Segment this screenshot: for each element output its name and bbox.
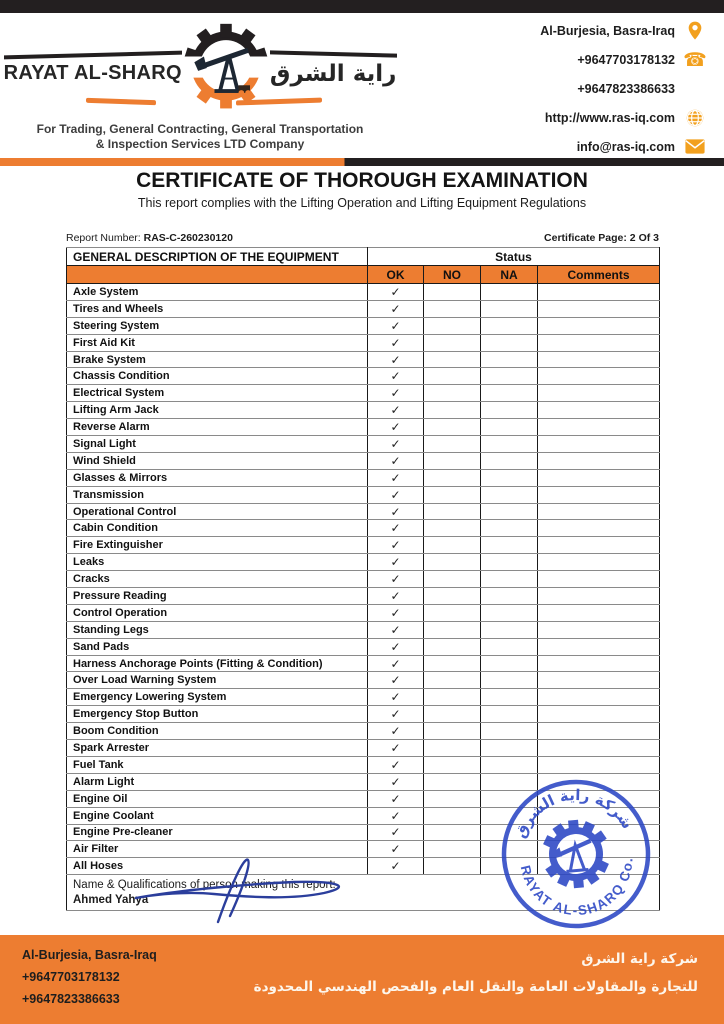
table-row [67,858,660,875]
table-row [67,368,660,385]
na-cell [481,486,538,503]
no-cell [424,419,481,436]
page-title: CERTIFICATE OF THOROUGH EXAMINATION [136,169,588,192]
na-cell [481,773,538,790]
ok-cell: ✓ [368,773,424,790]
certificate-page-info: Certificate Page: 2 Of 3 [544,232,659,244]
page-subtitle: This report complies with the Lifting Operation and Lifting Equipment Regulations [137,196,587,210]
table-row [67,790,660,807]
table-row [67,537,660,554]
na-cell [481,841,538,858]
na-cell [481,571,538,588]
na-cell [481,790,538,807]
no-cell [424,638,481,655]
no-cell [424,284,481,301]
table-row [67,655,660,672]
phone-icon: ☎ [683,48,707,71]
na-cell [481,385,538,402]
ok-cell: ✓ [368,689,424,706]
equipment-label: Leaks [67,554,368,571]
company-tagline [26,122,374,152]
no-cell [424,317,481,334]
table-row [67,284,660,301]
table-row [67,554,660,571]
report-number [66,232,233,244]
table-row [67,740,660,757]
na-cell [481,588,538,605]
comments-cell [538,402,660,419]
comments-cell [538,740,660,757]
report-number-label: Report Number: [66,232,144,244]
equipment-label: Chassis Condition [67,368,368,385]
equipment-label: Air Filter [67,841,368,858]
stamp-arabic-arc: شركة راية الشرق [510,785,637,841]
equipment-label: Engine Oil [67,790,368,807]
table-row [67,638,660,655]
no-cell [424,469,481,486]
comments-cell [538,520,660,537]
ok-cell: ✓ [368,436,424,453]
na-cell [481,520,538,537]
no-cell [424,672,481,689]
header-description: GENERAL DESCRIPTION OF THE EQUIPMENT [67,248,368,266]
comments-cell [538,503,660,520]
na-cell [481,317,538,334]
mail-icon [684,137,706,157]
table-row [67,351,660,368]
no-cell [424,723,481,740]
table-row [67,402,660,419]
ok-cell: ✓ [368,452,424,469]
location-pin-icon [684,21,706,41]
logo-black-swoosh-left [4,51,182,60]
no-cell [424,351,481,368]
no-cell [424,740,481,757]
no-cell [424,841,481,858]
comments-cell [538,773,660,790]
na-cell [481,824,538,841]
no-cell [424,790,481,807]
comments-cell [538,385,660,402]
company-logo [3,18,397,152]
no-cell [424,807,481,824]
ok-cell: ✓ [368,824,424,841]
no-cell [424,858,481,875]
comments-cell [538,537,660,554]
na-cell [481,452,538,469]
ok-cell: ✓ [368,300,424,317]
ok-cell: ✓ [368,638,424,655]
comments-cell [538,554,660,571]
comments-cell [538,351,660,368]
footer-arabic-block [254,945,698,1001]
comments-cell [538,756,660,773]
table-row [67,841,660,858]
na-cell [481,807,538,824]
equipment-label: Pressure Reading [67,588,368,605]
equipment-label: Cracks [67,571,368,588]
comments-cell [538,723,660,740]
signature-label: Name & Qualifications of person making this report: [73,879,336,892]
equipment-label: Axle System [67,284,368,301]
top-black-bar [0,0,724,13]
na-cell [481,858,538,875]
equipment-label: Over Load Warning System [67,672,368,689]
ok-cell: ✓ [368,385,424,402]
report-meta-row [66,232,659,244]
na-cell [481,706,538,723]
ok-cell: ✓ [368,807,424,824]
table-row [67,436,660,453]
no-cell [424,621,481,638]
ok-cell: ✓ [368,604,424,621]
ok-cell: ✓ [368,723,424,740]
na-cell [481,740,538,757]
ok-cell: ✓ [368,402,424,419]
equipment-label: Wind Shield [67,452,368,469]
no-cell [424,452,481,469]
equipment-label: Alarm Light [67,773,368,790]
table-row [67,604,660,621]
na-cell [481,604,538,621]
ok-cell: ✓ [368,571,424,588]
comments-cell [538,334,660,351]
page-footer [0,935,724,1024]
na-cell [481,368,538,385]
table-row [67,469,660,486]
ok-cell: ✓ [368,790,424,807]
table-row [67,824,660,841]
comments-cell [538,672,660,689]
equipment-label: Harness Anchorage Points (Fitting & Condition) [67,655,368,672]
na-cell [481,756,538,773]
comments-cell [538,284,660,301]
table-row [67,503,660,520]
report-number-value: RAS-C-260230120 [143,232,233,244]
tagline-line1: For Trading, General Contracting, General Transportation [36,122,364,136]
equipment-table [66,247,660,911]
footer-company-ar: شركة راية الشرق [581,951,698,967]
table-row [67,300,660,317]
comments-cell [538,689,660,706]
stamp-english-arc: RAYAT AL-SHARQ Co. [517,856,636,919]
table-header-row2 [67,266,660,284]
ok-cell: ✓ [368,503,424,520]
na-cell [481,419,538,436]
orange-black-divider [0,158,724,166]
ok-cell: ✓ [368,469,424,486]
comments-cell [538,300,660,317]
brand-name-ar: راية الشرق [269,60,397,87]
comments-cell [538,824,660,841]
ok-cell: ✓ [368,740,424,757]
table-row [67,706,660,723]
na-cell [481,503,538,520]
inspector-name: Ahmed Yahya [73,894,149,907]
ok-cell: ✓ [368,520,424,537]
na-cell [481,469,538,486]
equipment-label: Brake System [67,351,368,368]
header-na: NA [481,266,538,284]
ok-cell: ✓ [368,486,424,503]
ok-cell: ✓ [368,368,424,385]
header-ok: OK [368,266,424,284]
address-text: Al-Burjesia, Basra-Iraq [540,23,675,38]
na-cell [481,655,538,672]
no-cell [424,588,481,605]
ok-cell: ✓ [368,317,424,334]
comments-cell [538,807,660,824]
na-cell [481,672,538,689]
equipment-label: Signal Light [67,436,368,453]
comments-cell [538,469,660,486]
na-cell [481,723,538,740]
table-row [67,773,660,790]
table-header-row1 [67,248,660,266]
no-cell [424,368,481,385]
equipment-label: Boom Condition [67,723,368,740]
comments-cell [538,452,660,469]
table-row [67,385,660,402]
equipment-label: Tires and Wheels [67,300,368,317]
ok-cell: ✓ [368,537,424,554]
no-cell [424,520,481,537]
contact-email [540,132,706,161]
comments-cell [538,858,660,875]
comments-cell [538,604,660,621]
comments-cell [538,436,660,453]
equipment-label: Lifting Arm Jack [67,402,368,419]
footer-phone1: +9647703178132 [22,970,120,984]
equipment-label: Sand Pads [67,638,368,655]
na-cell [481,300,538,317]
ok-cell: ✓ [368,554,424,571]
no-cell [424,537,481,554]
footer-description-ar: للتجارة والمقاولات العامة والنقل العام والفحص الهندسي المحدودة [253,979,698,995]
phone2-text: +9647823386633 [577,81,675,96]
brand-name-en-block [4,51,182,85]
ok-cell: ✓ [368,841,424,858]
equipment-label: Glasses & Mirrors [67,469,368,486]
equipment-label: Transmission [67,486,368,503]
ok-cell: ✓ [368,284,424,301]
no-cell [424,655,481,672]
na-cell [481,638,538,655]
equipment-label: Standing Legs [67,621,368,638]
equipment-label: Operational Control [67,503,368,520]
ok-cell: ✓ [368,858,424,875]
no-cell [424,436,481,453]
table-row [67,419,660,436]
no-cell [424,773,481,790]
no-cell [424,756,481,773]
no-cell [424,385,481,402]
equipment-label: Fire Extinguisher [67,537,368,554]
signature-row [67,875,660,911]
no-cell [424,402,481,419]
no-cell [424,486,481,503]
footer-address: Al-Burjesia, Basra-Iraq [22,948,157,962]
table-row [67,689,660,706]
comments-cell [538,706,660,723]
table-row [67,588,660,605]
comments-cell [538,621,660,638]
contact-address [540,16,706,45]
equipment-label: Cabin Condition [67,520,368,537]
globe-icon [684,108,706,128]
na-cell [481,436,538,453]
ok-cell: ✓ [368,706,424,723]
no-cell [424,706,481,723]
table-row [67,571,660,588]
brand-name-en: RAYAT AL-SHARQ [3,62,182,84]
contact-phone2 [540,74,706,103]
phone1-text: +9647703178132 [577,52,675,67]
no-cell [424,554,481,571]
table-row [67,672,660,689]
no-cell [424,571,481,588]
footer-phone2: +9647823386633 [22,992,120,1006]
na-cell [481,689,538,706]
no-cell [424,300,481,317]
comments-cell [538,486,660,503]
no-cell [424,604,481,621]
header-comments: Comments [538,266,660,284]
website-text: http://www.ras-iq.com [544,110,675,125]
equipment-label: Reverse Alarm [67,419,368,436]
comments-cell [538,790,660,807]
footer-contact-block [22,944,157,1010]
table-row [67,807,660,824]
ok-cell: ✓ [368,419,424,436]
table-row [67,317,660,334]
na-cell [481,351,538,368]
header-no: NO [424,266,481,284]
table-row [67,621,660,638]
comments-cell [538,588,660,605]
ok-cell: ✓ [368,334,424,351]
equipment-label: Engine Pre-cleaner [67,824,368,841]
na-cell [481,284,538,301]
email-text: info@ras-iq.com [576,139,675,154]
equipment-label: First Aid Kit [67,334,368,351]
comments-cell [538,638,660,655]
logo-orange-swoosh-left [86,98,156,105]
no-cell [424,334,481,351]
brand-name-ar-block [270,50,397,87]
no-cell [424,503,481,520]
contact-info-block [540,16,706,161]
table-row [67,723,660,740]
contact-website [540,103,706,132]
table-row [67,452,660,469]
equipment-label: Electrical System [67,385,368,402]
na-cell [481,537,538,554]
equipment-label: Emergency Lowering System [67,689,368,706]
no-cell [424,689,481,706]
logo-black-swoosh-right [270,50,397,57]
ok-cell: ✓ [368,351,424,368]
equipment-label: Control Operation [67,604,368,621]
tagline-line2: & Inspection Services LTD Company [95,137,305,151]
comments-cell [538,655,660,672]
equipment-label: Engine Coolant [67,807,368,824]
comments-cell [538,368,660,385]
icon-placeholder [684,79,706,99]
comments-cell [538,841,660,858]
ok-cell: ✓ [368,588,424,605]
table-row [67,486,660,503]
na-cell [481,621,538,638]
comments-cell [538,317,660,334]
equipment-rows [67,284,660,875]
ok-cell: ✓ [368,756,424,773]
ok-cell: ✓ [368,672,424,689]
contact-phone1 [540,45,706,74]
comments-cell [538,571,660,588]
na-cell [481,334,538,351]
ok-cell: ✓ [368,621,424,638]
equipment-label: All Hoses [67,858,368,875]
table-row [67,520,660,537]
equipment-label: Steering System [67,317,368,334]
equipment-label: Fuel Tank [67,756,368,773]
equipment-label: Emergency Stop Button [67,706,368,723]
no-cell [424,824,481,841]
table-row [67,756,660,773]
signature-cell [67,875,660,911]
header-blank-orange [67,266,368,284]
ok-cell: ✓ [368,655,424,672]
equipment-label: Spark Arrester [67,740,368,757]
comments-cell [538,419,660,436]
na-cell [481,402,538,419]
table-row [67,334,660,351]
na-cell [481,554,538,571]
header-status: Status [368,248,660,266]
